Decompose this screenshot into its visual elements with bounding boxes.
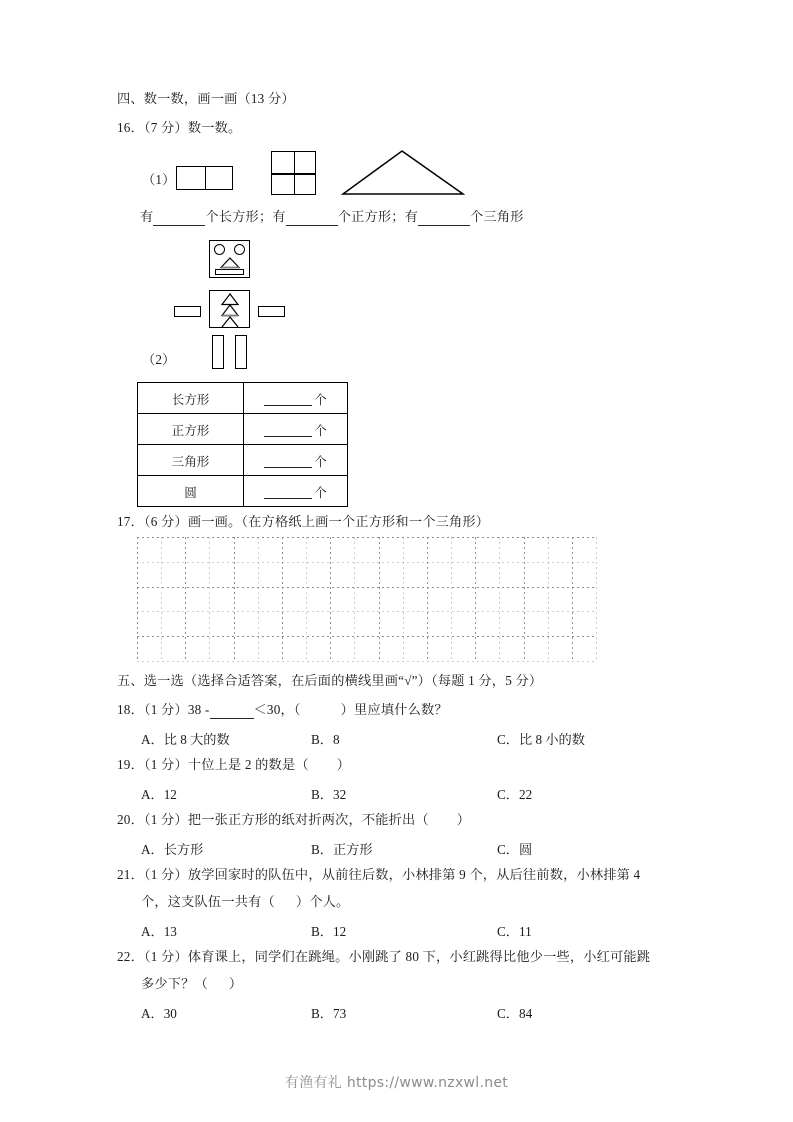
grid-line-vertical (379, 537, 380, 661)
table-cell-shape-name: 三角形 (138, 445, 244, 476)
question-18-stem (117, 702, 448, 719)
sentence-text-d: 个三角形 (470, 209, 524, 224)
grid-line-vertical (499, 537, 500, 661)
grid-line-vertical (185, 537, 186, 661)
robot-eye-left-circle (214, 244, 225, 255)
robot-arm-left-rectangle (174, 306, 201, 317)
grid-line-vertical (306, 537, 307, 661)
grid-line-vertical (451, 537, 452, 661)
question-21-option-b[interactable]: B．12 (311, 924, 347, 939)
table-row (138, 476, 348, 507)
question-19-stem: 19．（1 分）十位上是 2 的数是（ ） (117, 757, 351, 772)
grid-line-horizontal (137, 611, 596, 612)
grid-line-vertical (427, 537, 428, 661)
q18-stem-b: ＜30，（ (253, 702, 301, 717)
blank-rectangle-count[interactable] (153, 209, 205, 226)
question-21-option-c[interactable]: C．11 (497, 924, 532, 939)
grid-line-horizontal (137, 537, 596, 538)
square-grid-paper[interactable] (137, 537, 596, 661)
question-16-part1-label: （1） (142, 172, 176, 187)
question-16-part2-label: （2） (142, 352, 176, 367)
question-21-stem-line-2: 个，这支队伍一共有（ ）个人。 (141, 894, 350, 909)
robot-arm-right-rectangle (258, 306, 285, 317)
robot-nose-triangle (219, 257, 241, 269)
square-split-in-four-figure (271, 151, 316, 195)
sentence-text-a: 有 (140, 209, 154, 224)
count-blank[interactable] (264, 487, 312, 499)
grid-line-horizontal (137, 587, 596, 588)
unit-label: 个 (314, 454, 327, 469)
question-20-option-b[interactable]: B．正方形 (311, 842, 373, 857)
grid-line-vertical (403, 537, 404, 661)
robot-eye-right-circle (234, 244, 245, 255)
grid-line-vertical (596, 537, 597, 661)
unit-label: 个 (314, 392, 327, 407)
section-4-heading: 四、数一数，画一画（13 分） (117, 91, 295, 106)
question-16-part1-sentence (140, 209, 524, 226)
grid-line-vertical (524, 537, 525, 661)
blank-triangle-count[interactable] (418, 209, 470, 226)
grid-line-vertical (209, 537, 210, 661)
robot-body-legs-vee (219, 316, 241, 328)
grid-line-vertical (137, 537, 138, 661)
shape-count-table (137, 382, 348, 507)
question-19-option-a[interactable]: A．12 (141, 787, 177, 802)
count-blank[interactable] (264, 425, 312, 437)
question-21-stem-line-1: 21．（1 分）放学回家时的队伍中，从前往后数，小林排第 9 个，从后往前数，小林排第 4 (117, 867, 641, 882)
table-cell-shape-name: 长方形 (138, 383, 244, 414)
rectangle-divider-line (205, 167, 206, 189)
question-20-stem: 20．（1 分）把一张正方形的纸对折两次，不能折出（ ） (117, 812, 471, 827)
question-17-stem: 17．（6 分）画一画。（在方格纸上画一个正方形和一个三角形） (117, 514, 490, 529)
sentence-text-b: 个长方形；有 (205, 209, 286, 224)
grid-line-horizontal (137, 636, 596, 637)
grid-line-vertical (548, 537, 549, 661)
grid-line-vertical (258, 537, 259, 661)
question-18-option-a[interactable]: A．比 8 大的数 (141, 732, 230, 747)
count-blank[interactable] (264, 456, 312, 468)
footer-watermark: 有渔有礼 https://www.nzxwl.net (284, 1075, 509, 1091)
table-cell-count[interactable] (244, 445, 348, 476)
robot-mouth-rectangle (215, 269, 244, 275)
table-cell-count[interactable] (244, 476, 348, 507)
question-20-option-a[interactable]: A．长方形 (141, 842, 204, 857)
grid-line-vertical (475, 537, 476, 661)
q18-stem-c: ）里应填什么数？ (340, 702, 448, 717)
table-cell-count[interactable] (244, 383, 348, 414)
blank-square-count[interactable] (286, 209, 338, 226)
section-5-heading: 五、选一选（选择合适答案，在后面的横线里画“√”）（每题 1 分，5 分） (117, 673, 543, 688)
table-cell-count[interactable] (244, 414, 348, 445)
question-19-option-c[interactable]: C．22 (497, 787, 533, 802)
grid-line-vertical (330, 537, 331, 661)
question-19-option-b[interactable]: B．32 (311, 787, 347, 802)
question-22-option-a[interactable]: A．30 (141, 1006, 177, 1021)
grid-line-vertical (282, 537, 283, 661)
triangle-figure (340, 148, 465, 198)
question-20-option-c[interactable]: C．圆 (497, 842, 533, 857)
count-blank[interactable] (264, 394, 312, 406)
grid-line-vertical (354, 537, 355, 661)
shape-count-table-body (138, 383, 348, 507)
table-row (138, 445, 348, 476)
question-22-option-b[interactable]: B．73 (311, 1006, 347, 1021)
grid-line-horizontal (137, 562, 596, 563)
question-18-option-c[interactable]: C．比 8 小的数 (497, 732, 585, 747)
grid-line-vertical (572, 537, 573, 661)
q18-stem-a: 18．（1 分）38 - (117, 702, 210, 717)
question-22-stem-line-2: 多少下？（ ） (141, 976, 243, 991)
robot-leg-right-rectangle (235, 335, 247, 369)
grid-line-horizontal (137, 661, 596, 662)
question-16-stem: 16．（7 分）数一数。 (117, 120, 242, 135)
table-cell-shape-name: 圆 (138, 476, 244, 507)
question-21-option-a[interactable]: A．13 (141, 924, 177, 939)
q18-answer-blank[interactable] (210, 702, 254, 719)
table-row (138, 383, 348, 414)
grid-line-vertical (234, 537, 235, 661)
square-horizontal-divider (272, 173, 315, 175)
question-22-option-c[interactable]: C．84 (497, 1006, 533, 1021)
rectangle-split-in-two-figure (176, 166, 233, 190)
grid-line-vertical (161, 537, 162, 661)
table-cell-shape-name: 正方形 (138, 414, 244, 445)
unit-label: 个 (314, 485, 327, 500)
table-row (138, 414, 348, 445)
question-18-option-b[interactable]: B．8 (311, 732, 340, 747)
robot-leg-left-rectangle (212, 335, 224, 369)
question-22-stem-line-1: 22．（1 分）体育课上，同学们在跳绳。小刚跳了 80 下，小红跳得比他少一些，小红可能跳 (117, 949, 651, 964)
unit-label: 个 (314, 423, 327, 438)
sentence-text-c: 个正方形；有 (337, 209, 419, 224)
